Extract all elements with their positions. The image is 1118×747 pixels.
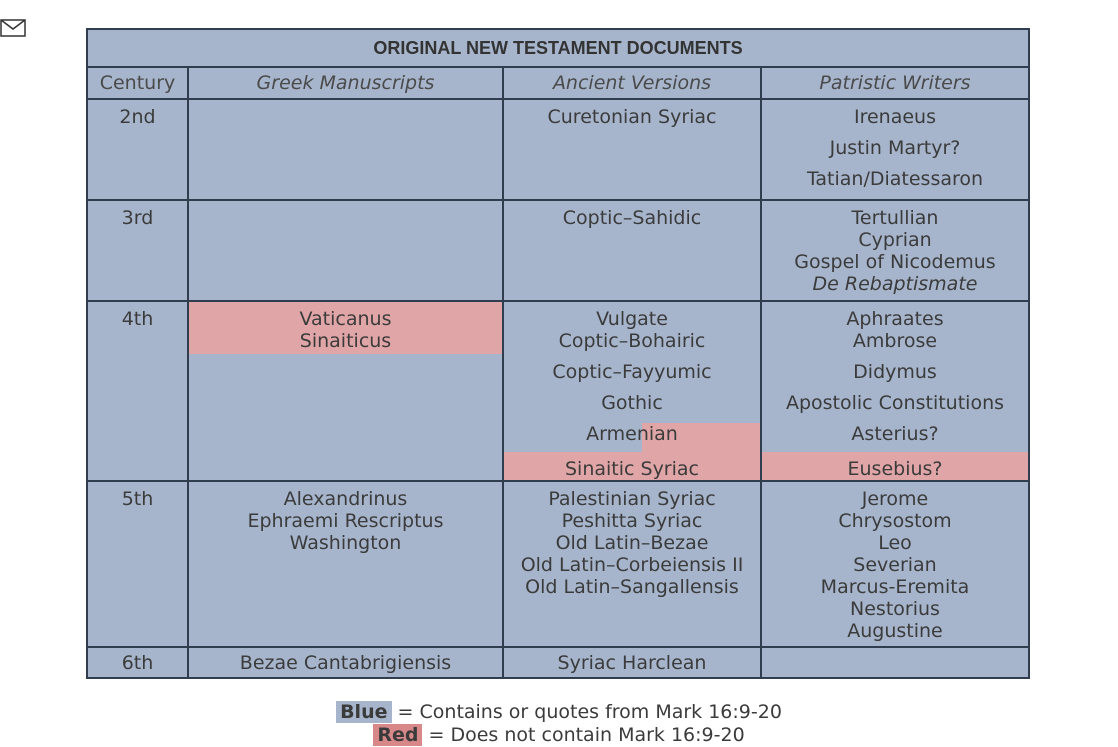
- patristic-item: Gospel of Nicodemus: [794, 251, 996, 273]
- century-cell: 2nd: [87, 99, 188, 200]
- patristic-cell: [761, 99, 1029, 200]
- version-item: Peshitta Syriac: [561, 510, 703, 532]
- versions-cell: [503, 99, 761, 200]
- patristic-cell: [761, 481, 1029, 647]
- greek-cell: [188, 99, 503, 200]
- table-row: [87, 301, 1029, 481]
- greek-item: Ephraemi Rescriptus: [247, 510, 444, 532]
- greek-item: Vaticanus: [299, 308, 392, 330]
- mail-icon[interactable]: [0, 19, 26, 37]
- header-greek-manuscripts: Greek Manuscripts: [188, 67, 503, 99]
- patristic-item: Leo: [878, 532, 912, 554]
- patristic-item: Ambrose: [852, 330, 938, 352]
- patristic-item: Didymus: [853, 361, 937, 383]
- patristic-cell: [761, 200, 1029, 301]
- versions-cell: [503, 301, 761, 481]
- versions-cell: [503, 200, 761, 301]
- legend-blue-text: = Contains or quotes from Mark 16:9-20: [397, 701, 782, 723]
- red-highlight: [189, 302, 502, 354]
- century-cell: 4th: [87, 301, 188, 481]
- version-item: Old Latin–Corbeiensis II: [520, 554, 744, 576]
- patristic-cell: [761, 301, 1029, 481]
- legend-blue-swatch: Blue: [336, 701, 391, 723]
- patristic-item: Justin Martyr?: [829, 137, 961, 159]
- legend-red-line: [0, 724, 1118, 747]
- legend-red-swatch: Red: [373, 724, 422, 746]
- version-item: Curetonian Syriac: [547, 106, 717, 128]
- century-cell: 3rd: [87, 200, 188, 301]
- greek-item: Washington: [289, 532, 402, 554]
- table-row: [87, 200, 1029, 301]
- table-row: [87, 99, 1029, 200]
- greek-item: Sinaiticus: [299, 330, 392, 352]
- patristic-item: De Rebaptismate: [812, 273, 978, 295]
- version-item: Gothic: [601, 392, 663, 414]
- greek-item: Alexandrinus: [283, 488, 408, 510]
- table-row: [87, 481, 1029, 647]
- header-patristic-writers: Patristic Writers: [761, 67, 1029, 99]
- patristic-item: Eusebius?: [762, 452, 1028, 480]
- greek-cell: [188, 481, 503, 647]
- patristic-item: Severian: [853, 554, 937, 576]
- version-item: Coptic–Fayyumic: [552, 361, 712, 383]
- patristic-item: Augustine: [847, 620, 943, 642]
- patristic-cell: [761, 647, 1029, 678]
- version-item: Old Latin–Bezae: [555, 532, 709, 554]
- version-item: Armenian: [586, 423, 678, 445]
- patristic-item: Asterius?: [851, 423, 939, 445]
- legend-red-text: = Does not contain Mark 16:9-20: [428, 724, 745, 746]
- version-item: Palestinian Syriac: [548, 488, 716, 510]
- versions-cell: [503, 481, 761, 647]
- version-item-partial-red: [504, 423, 760, 452]
- patristic-item: Tertullian: [851, 207, 939, 229]
- version-item: Coptic–Bohairic: [558, 330, 706, 352]
- version-item: Coptic–Sahidic: [562, 207, 702, 229]
- greek-cell: [188, 301, 503, 481]
- table-row: [87, 647, 1029, 678]
- version-item: Vulgate: [596, 308, 668, 330]
- patristic-item: Tatian/Diatessaron: [806, 168, 984, 190]
- century-cell: 6th: [87, 647, 188, 678]
- patristic-item: Aphraates: [846, 308, 944, 330]
- version-item: Old Latin–Sangallensis: [525, 576, 739, 598]
- patristic-item: Marcus-Eremita: [820, 576, 970, 598]
- patristic-item: Chrysostom: [838, 510, 952, 532]
- table-title: ORIGINAL NEW TESTAMENT DOCUMENTS: [87, 29, 1029, 67]
- header-century: Century: [87, 67, 188, 99]
- patristic-item: Nestorius: [850, 598, 940, 620]
- patristic-item: Jerome: [861, 488, 929, 510]
- documents-table: [86, 28, 1030, 679]
- legend-blue-line: [0, 701, 1118, 724]
- versions-cell: Syriac Harclean: [503, 647, 761, 678]
- patristic-item: Cyprian: [858, 229, 932, 251]
- greek-cell: Bezae Cantabrigiensis: [188, 647, 503, 678]
- legend: [0, 701, 1118, 747]
- greek-cell: [188, 200, 503, 301]
- patristic-item: Irenaeus: [853, 106, 936, 128]
- century-cell: 5th: [87, 481, 188, 647]
- patristic-item: Apostolic Constitutions: [785, 392, 1005, 414]
- header-ancient-versions: Ancient Versions: [503, 67, 761, 99]
- version-item: Sinaitic Syriac: [504, 452, 760, 480]
